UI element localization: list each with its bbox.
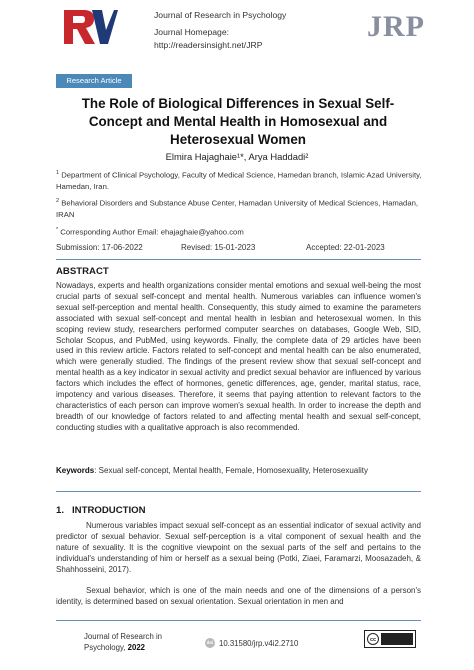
cc-by-license-icon[interactable] bbox=[364, 630, 416, 648]
by-icon bbox=[381, 633, 413, 645]
doi-icon: doi bbox=[205, 638, 215, 648]
journal-name: Journal of Research in Psychology bbox=[154, 10, 287, 20]
cc-icon: cc bbox=[367, 633, 379, 645]
homepage-link[interactable]: http://readersinsight.net/JRP bbox=[154, 40, 263, 50]
corresponding-marker: * bbox=[56, 227, 59, 233]
intro-paragraph-2: Sexual behavior, which is one of the main needs and one of the dimensions of a person's identity, is determined based on sexual orientation. Sexual orientation in men and bbox=[56, 586, 421, 606]
authors: Elmira Hajaghaie¹*, Arya Haddadi² bbox=[165, 151, 309, 162]
doi bbox=[205, 638, 298, 648]
footer-journal bbox=[84, 631, 162, 653]
section-number: 1. bbox=[56, 505, 65, 516]
abstract-heading: ABSTRACT bbox=[56, 266, 109, 277]
doi-link[interactable]: 10.31580/jrp.v4i2.2710 bbox=[219, 638, 299, 648]
abstract-text: Nowadays, experts and health organizations consider mental emotions and sexual well-being the most crucial parts of sexual self-concept and mental health. Numerous variables can influence women's sexual self-perception and mental health. Consequently, this study aimed to examine the parameters associated with sexual self-concept and mental health in lesbian and heterosexual women. In this scoping review study, researchers performed computer searches on databases, Google Web, SID, Scholar Scopus, and PubMed, using keywords. Finally, the complete data of 29 articles have been used in this review article. Factors related to self-concept and mental health can be also enumerated, which were generally studied. The findings of the present review show that sexual self-concept and mental health as a key indicator in sexual activity and predict sexual behavior are influenced by various factors which includes the effect of hormones, genetic differences, age, gender, marital status, race, impotency and various diseases. Therefore, it seems that paying attention to relevant factors to the characteristics of each person can improve women's sexual health. In order to increase the depth and breadth of our knowledge of factors related to and affecting mental health and sexual self-concept, conducting studies with a qualitative approach is also recommended. bbox=[56, 281, 421, 432]
journal-abbrev-logo: JRP bbox=[367, 10, 425, 43]
affiliation-text: Behavioral Disorders and Substance Abuse Center, Hamadan University of Medical Sciences, Hamadan, IRAN bbox=[56, 198, 419, 219]
introduction-heading bbox=[56, 505, 146, 516]
submission-date: Submission: 17-06-2022 bbox=[56, 243, 143, 252]
section-title: INTRODUCTION bbox=[72, 505, 146, 516]
footer-journal-line2: Psychology, bbox=[84, 643, 126, 652]
footer-divider bbox=[56, 620, 421, 621]
affiliation-number: 1 bbox=[56, 170, 60, 176]
affiliation-number: 2 bbox=[56, 198, 60, 204]
intro-paragraph-1: Numerous variables impact sexual self-concept as an essential indicator of sexual activity and predictor of sexual behavior. Sexual self-perception is a vital component of sexual health and the nature of sexuality. It is the cognitive viewpoint on the sexual parts of the self and pertains to the individual's understanding of him or herself as a sexual being (Potki, Ziaei, Faramarzi, Moosazadeh, & Shahhosseini, 2017). bbox=[56, 521, 421, 574]
footer-year: 2022 bbox=[127, 643, 145, 652]
divider bbox=[56, 491, 421, 492]
journal-header bbox=[154, 9, 286, 52]
journal-logo bbox=[62, 8, 118, 46]
article-type-badge: Research Article bbox=[56, 74, 132, 88]
footer-journal-line1: Journal of Research in bbox=[84, 632, 163, 641]
homepage-label: Journal Homepage: bbox=[154, 27, 230, 37]
corresponding-email[interactable]: Corresponding Author Email: ehajaghaie@yahoo.com bbox=[60, 227, 244, 237]
paper-title: The Role of Biological Differences in Sexual Self-Concept and Mental Health in Homosexual and Heterosexual Women bbox=[81, 96, 395, 147]
revised-date: Revised: 15-01-2023 bbox=[181, 243, 256, 252]
divider bbox=[56, 259, 421, 260]
affiliation-2 bbox=[56, 196, 422, 220]
keywords-text: : Sexual self-concept, Mental health, Female, Homosexuality, Heterosexuality bbox=[94, 466, 368, 475]
affiliation-1 bbox=[56, 168, 422, 192]
keywords bbox=[56, 465, 421, 476]
affiliation-text: Department of Clinical Psychology, Faculty of Medical Science, Hamedan branch, Islamic Azad University, Hamedan, Iran. bbox=[56, 170, 422, 191]
accepted-date: Accepted: 22-01-2023 bbox=[306, 243, 385, 252]
corresponding-author bbox=[56, 225, 422, 238]
keywords-label: Keywords bbox=[56, 466, 95, 475]
